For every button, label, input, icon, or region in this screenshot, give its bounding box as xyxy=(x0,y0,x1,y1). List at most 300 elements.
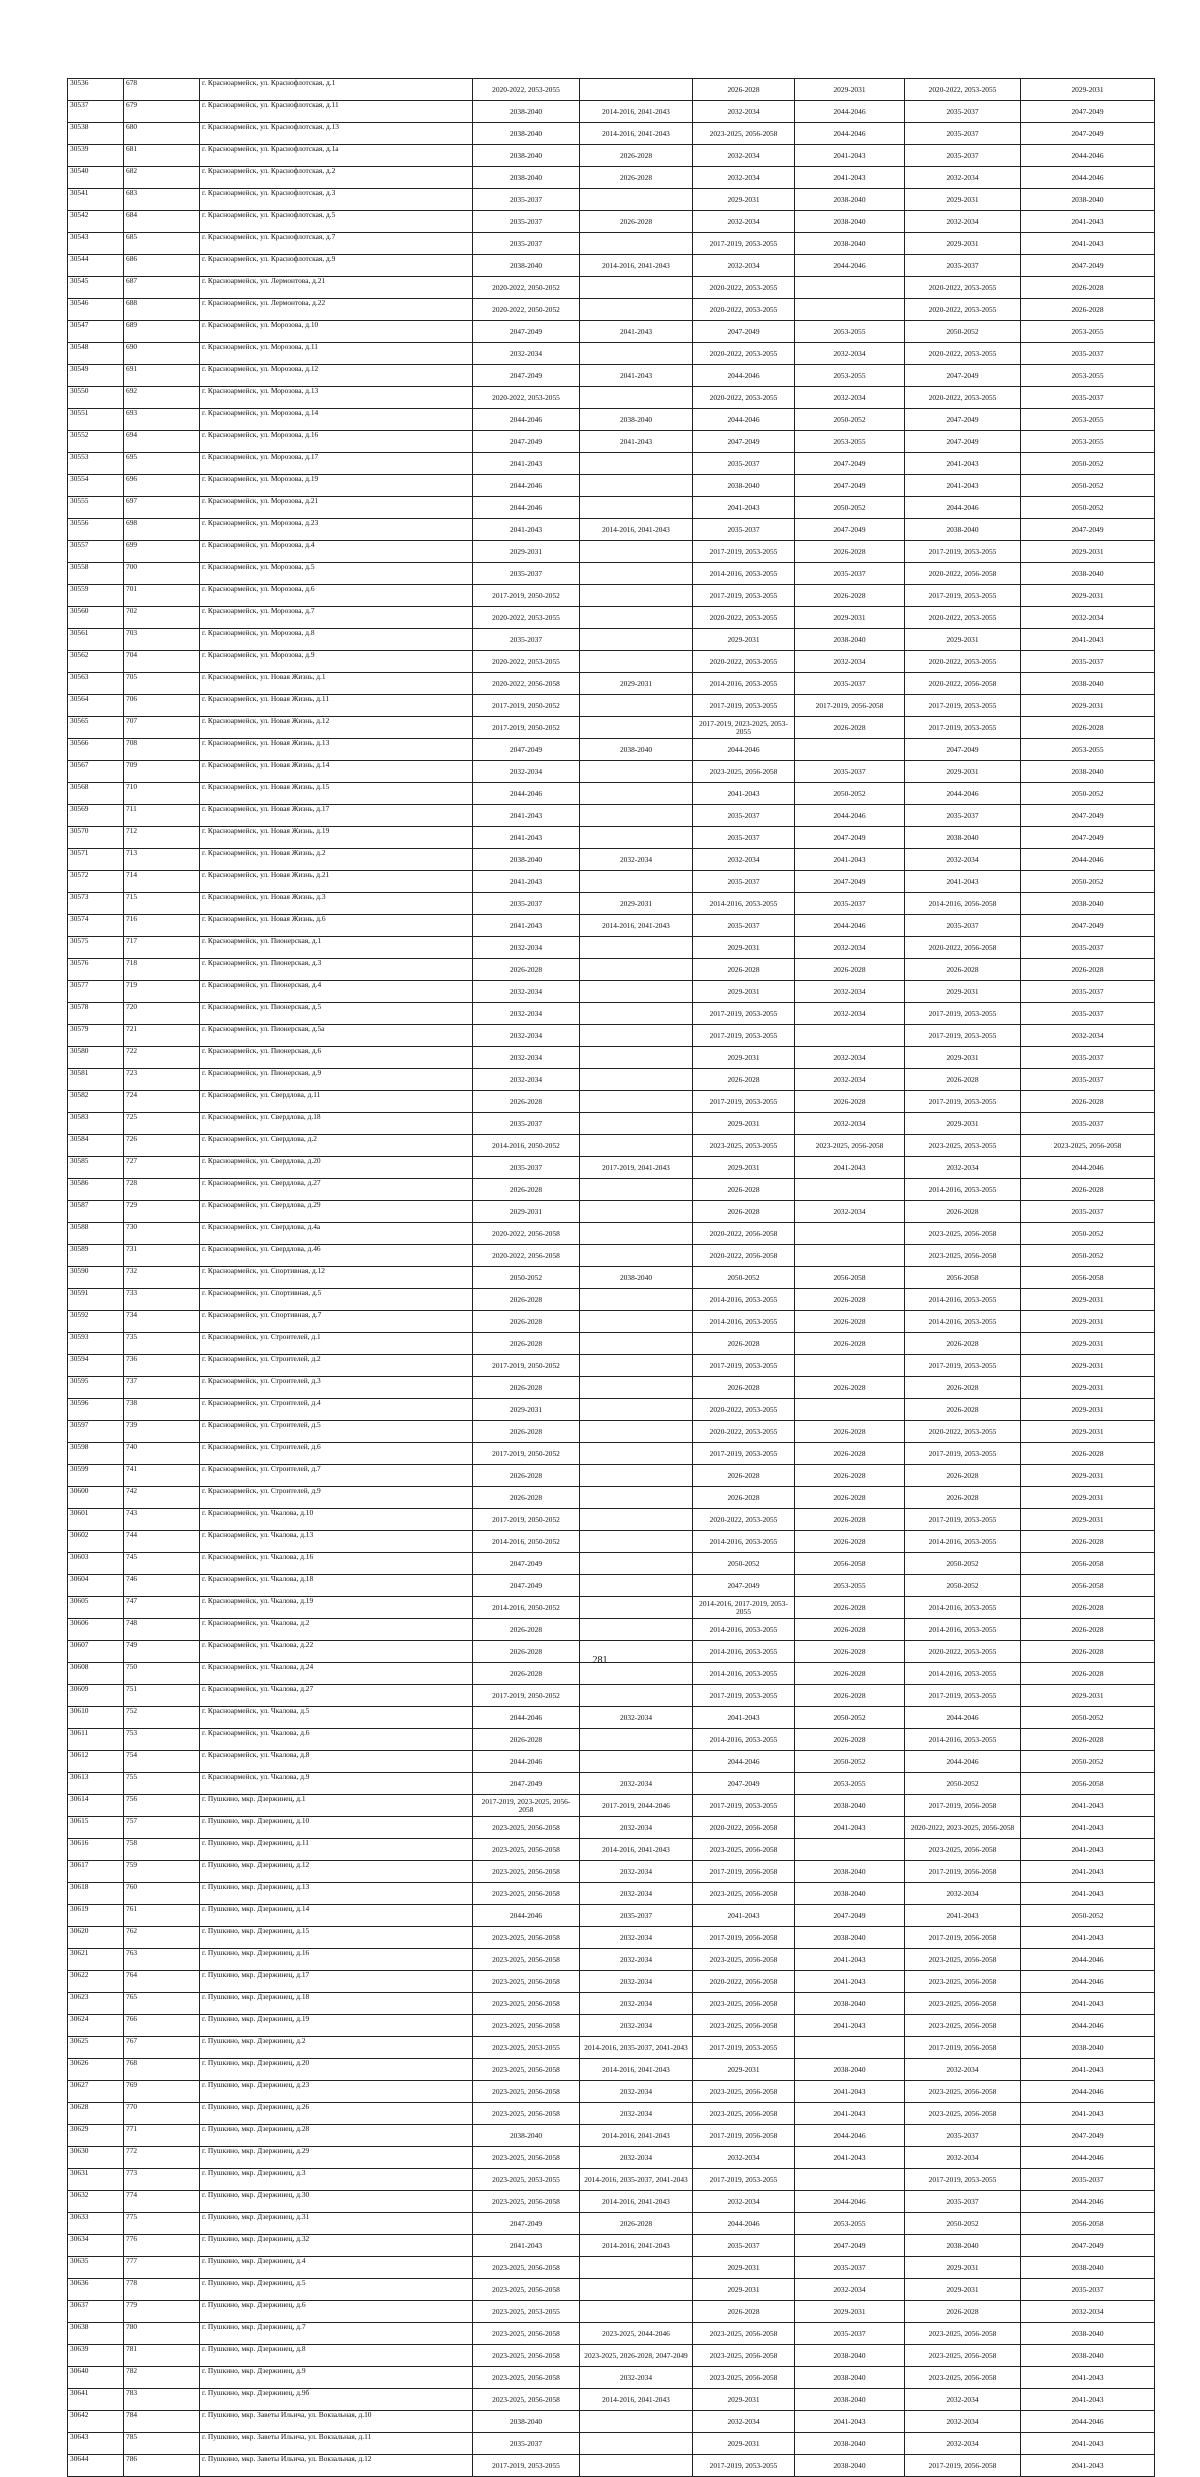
table-row xyxy=(68,167,1155,189)
period-cell-6: 2029-2031 xyxy=(1021,1355,1155,1377)
period-cell-2 xyxy=(580,1421,693,1443)
period-cell-3: 2023-2025, 2056-2058 xyxy=(693,1883,795,1905)
address-cell: г. Красноармейск, ул. Свердлова, д.29 xyxy=(200,1201,473,1223)
item-number-cell: 741 xyxy=(124,1465,200,1487)
period-cell-3: 2029-2031 xyxy=(693,1113,795,1135)
row-index-cell: 30548 xyxy=(68,343,124,365)
period-cell-6: 2035-2037 xyxy=(1021,343,1155,365)
item-number-cell: 720 xyxy=(124,1003,200,1025)
item-number-cell: 701 xyxy=(124,585,200,607)
period-cell-6: 2044-2046 xyxy=(1021,145,1155,167)
address-cell: г. Красноармейск, ул. Морозова, д.10 xyxy=(200,321,473,343)
table-row xyxy=(68,1773,1155,1795)
period-cell-4: 2038-2040 xyxy=(795,2345,905,2367)
address-cell: г. Красноармейск, ул. Свердлова, д.20 xyxy=(200,1157,473,1179)
table-row xyxy=(68,1047,1155,1069)
period-cell-4: 2041-2043 xyxy=(795,849,905,871)
period-cell-6: 2050-2052 xyxy=(1021,475,1155,497)
period-cell-2 xyxy=(580,1245,693,1267)
table-row xyxy=(68,409,1155,431)
period-cell-1: 2020-2022, 2050-2052 xyxy=(473,277,580,299)
row-index-cell: 30573 xyxy=(68,893,124,915)
period-cell-4: 2017-2019, 2056-2058 xyxy=(795,695,905,717)
address-cell: г. Пушкино, мкр. Дзержинец, д.9 xyxy=(200,2367,473,2389)
item-number-cell: 765 xyxy=(124,1993,200,2015)
period-cell-6: 2029-2031 xyxy=(1021,1311,1155,1333)
item-number-cell: 747 xyxy=(124,1597,200,1619)
period-cell-4: 2041-2043 xyxy=(795,145,905,167)
period-cell-2 xyxy=(580,1619,693,1641)
address-cell: г. Пушкино, мкр. Дзержинец, д.15 xyxy=(200,1927,473,1949)
row-index-cell: 30575 xyxy=(68,937,124,959)
period-cell-2 xyxy=(580,1113,693,1135)
row-index-cell: 30587 xyxy=(68,1201,124,1223)
address-cell: г. Красноармейск, ул. Чкалова, д.27 xyxy=(200,1685,473,1707)
period-cell-1: 2017-2019, 2050-2052 xyxy=(473,717,580,739)
period-cell-5: 2014-2016, 2053-2055 xyxy=(905,1729,1021,1751)
row-index-cell: 30588 xyxy=(68,1223,124,1245)
period-cell-5: 2023-2025, 2056-2058 xyxy=(905,1993,1021,2015)
period-cell-4: 2038-2040 xyxy=(795,189,905,211)
period-cell-5: 2023-2025, 2056-2058 xyxy=(905,1839,1021,1861)
period-cell-1: 2023-2025, 2056-2058 xyxy=(473,2103,580,2125)
period-cell-4 xyxy=(795,299,905,321)
period-cell-4: 2032-2034 xyxy=(795,387,905,409)
period-cell-5: 2017-2019, 2053-2055 xyxy=(905,1355,1021,1377)
period-cell-2 xyxy=(580,2279,693,2301)
row-index-cell: 30639 xyxy=(68,2345,124,2367)
period-cell-3: 2017-2019, 2053-2055 xyxy=(693,1685,795,1707)
period-cell-4: 2035-2037 xyxy=(795,2323,905,2345)
table-row xyxy=(68,1377,1155,1399)
table-row xyxy=(68,2015,1155,2037)
row-index-cell: 30615 xyxy=(68,1817,124,1839)
row-index-cell: 30577 xyxy=(68,981,124,1003)
item-number-cell: 739 xyxy=(124,1421,200,1443)
period-cell-4: 2035-2037 xyxy=(795,893,905,915)
period-cell-2 xyxy=(580,453,693,475)
address-cell: г. Красноармейск, ул. Пионерская, д.9 xyxy=(200,1069,473,1091)
item-number-cell: 679 xyxy=(124,101,200,123)
address-cell: г. Пушкино, мкр. Дзержинец, д.17 xyxy=(200,1971,473,1993)
period-cell-2 xyxy=(580,1751,693,1773)
table-row xyxy=(68,1135,1155,1157)
period-cell-1: 2038-2040 xyxy=(473,145,580,167)
table-row xyxy=(68,1443,1155,1465)
period-cell-4: 2047-2049 xyxy=(795,2235,905,2257)
row-index-cell: 30537 xyxy=(68,101,124,123)
address-cell: г. Пушкино, мкр. Заветы Ильича, ул. Вокзальная, д.12 xyxy=(200,2455,473,2477)
table-row xyxy=(68,2213,1155,2235)
address-cell: г. Красноармейск, ул. Пионерская, д.6 xyxy=(200,1047,473,1069)
period-cell-1: 2035-2037 xyxy=(473,563,580,585)
period-cell-3: 2017-2019, 2056-2058 xyxy=(693,2125,795,2147)
period-cell-5: 2032-2034 xyxy=(905,2059,1021,2081)
period-cell-2: 2032-2034 xyxy=(580,1817,693,1839)
period-cell-5: 2026-2028 xyxy=(905,1399,1021,1421)
item-number-cell: 715 xyxy=(124,893,200,915)
address-cell: г. Красноармейск, ул. Чкалова, д.16 xyxy=(200,1553,473,1575)
item-number-cell: 691 xyxy=(124,365,200,387)
address-cell: г. Красноармейск, ул. Краснофлотская, д.1 xyxy=(200,79,473,101)
period-cell-3: 2026-2028 xyxy=(693,1069,795,1091)
period-cell-6: 2029-2031 xyxy=(1021,585,1155,607)
item-number-cell: 680 xyxy=(124,123,200,145)
table-row xyxy=(68,1355,1155,1377)
period-cell-2 xyxy=(580,1377,693,1399)
period-cell-6: 2023-2025, 2056-2058 xyxy=(1021,1135,1155,1157)
period-cell-5: 2020-2022, 2053-2055 xyxy=(905,299,1021,321)
period-cell-3: 2017-2019, 2053-2055 xyxy=(693,1795,795,1817)
period-cell-5: 2047-2049 xyxy=(905,739,1021,761)
table-row xyxy=(68,2147,1155,2169)
period-cell-6: 2050-2052 xyxy=(1021,1707,1155,1729)
row-index-cell: 30541 xyxy=(68,189,124,211)
item-number-cell: 755 xyxy=(124,1773,200,1795)
period-cell-4: 2026-2028 xyxy=(795,1443,905,1465)
period-cell-4: 2041-2043 xyxy=(795,1949,905,1971)
row-index-cell: 30620 xyxy=(68,1927,124,1949)
period-cell-6: 2053-2055 xyxy=(1021,365,1155,387)
period-cell-6: 2044-2046 xyxy=(1021,2015,1155,2037)
item-number-cell: 688 xyxy=(124,299,200,321)
period-cell-4: 2029-2031 xyxy=(795,2301,905,2323)
period-cell-6: 2035-2037 xyxy=(1021,1113,1155,1135)
address-cell: г. Красноармейск, ул. Морозова, д.8 xyxy=(200,629,473,651)
address-cell: г. Красноармейск, ул. Морозова, д.19 xyxy=(200,475,473,497)
period-cell-1: 2044-2046 xyxy=(473,475,580,497)
period-cell-3: 2044-2046 xyxy=(693,2213,795,2235)
period-cell-5: 2029-2031 xyxy=(905,981,1021,1003)
period-cell-4: 2038-2040 xyxy=(795,233,905,255)
period-cell-5: 2017-2019, 2056-2058 xyxy=(905,1795,1021,1817)
address-cell: г. Пушкино, мкр. Дзержинец, д.8 xyxy=(200,2345,473,2367)
period-cell-5: 2041-2043 xyxy=(905,1905,1021,1927)
period-cell-3: 2017-2019, 2023-2025, 2053-2055 xyxy=(693,717,795,739)
period-cell-6: 2047-2049 xyxy=(1021,255,1155,277)
table-row xyxy=(68,915,1155,937)
period-cell-1: 2014-2016, 2050-2052 xyxy=(473,1597,580,1619)
page-number: 281 xyxy=(592,1655,608,1666)
item-number-cell: 746 xyxy=(124,1575,200,1597)
table-row xyxy=(68,101,1155,123)
period-cell-1: 2038-2040 xyxy=(473,101,580,123)
row-index-cell: 30641 xyxy=(68,2389,124,2411)
table-row xyxy=(68,1201,1155,1223)
period-cell-2 xyxy=(580,2257,693,2279)
period-cell-4: 2041-2043 xyxy=(795,2015,905,2037)
period-cell-6: 2044-2046 xyxy=(1021,167,1155,189)
table-row xyxy=(68,2169,1155,2191)
period-cell-2 xyxy=(580,629,693,651)
table-row xyxy=(68,1817,1155,1839)
period-cell-1: 2020-2022, 2056-2058 xyxy=(473,1245,580,1267)
period-cell-6: 2044-2046 xyxy=(1021,849,1155,871)
period-cell-4: 2026-2028 xyxy=(795,541,905,563)
row-index-cell: 30614 xyxy=(68,1795,124,1817)
period-cell-3: 2023-2025, 2056-2058 xyxy=(693,2367,795,2389)
period-cell-1: 2050-2052 xyxy=(473,1267,580,1289)
address-cell: г. Красноармейск, ул. Строителей, д.6 xyxy=(200,1443,473,1465)
row-index-cell: 30636 xyxy=(68,2279,124,2301)
table-row xyxy=(68,805,1155,827)
period-cell-2: 2026-2028 xyxy=(580,211,693,233)
period-cell-6: 2026-2028 xyxy=(1021,1619,1155,1641)
period-cell-6: 2041-2043 xyxy=(1021,211,1155,233)
period-cell-5: 2050-2052 xyxy=(905,1553,1021,1575)
table-row xyxy=(68,893,1155,915)
period-cell-5: 2020-2022, 2053-2055 xyxy=(905,607,1021,629)
period-cell-5: 2023-2025, 2056-2058 xyxy=(905,2103,1021,2125)
period-cell-2: 2023-2025, 2044-2046 xyxy=(580,2323,693,2345)
period-cell-1: 2041-2043 xyxy=(473,805,580,827)
period-cell-5: 2017-2019, 2053-2055 xyxy=(905,585,1021,607)
row-index-cell: 30633 xyxy=(68,2213,124,2235)
address-cell: г. Красноармейск, ул. Чкалова, д.22 xyxy=(200,1641,473,1663)
period-cell-4: 2038-2040 xyxy=(795,2367,905,2389)
period-cell-6: 2041-2043 xyxy=(1021,1861,1155,1883)
period-cell-4: 2047-2049 xyxy=(795,475,905,497)
address-cell: г. Пушкино, мкр. Дзержинец, д.3 xyxy=(200,2169,473,2191)
period-cell-4: 2050-2052 xyxy=(795,1751,905,1773)
period-cell-6: 2047-2049 xyxy=(1021,2235,1155,2257)
table-row xyxy=(68,2389,1155,2411)
period-cell-3: 2023-2025, 2056-2058 xyxy=(693,761,795,783)
period-cell-2: 2026-2028 xyxy=(580,145,693,167)
item-number-cell: 724 xyxy=(124,1091,200,1113)
table-row xyxy=(68,2279,1155,2301)
table-row xyxy=(68,541,1155,563)
address-cell: г. Красноармейск, ул. Пионерская, д.5а xyxy=(200,1025,473,1047)
period-cell-5: 2017-2019, 2053-2055 xyxy=(905,1443,1021,1465)
period-cell-5: 2047-2049 xyxy=(905,409,1021,431)
period-cell-2 xyxy=(580,233,693,255)
item-number-cell: 712 xyxy=(124,827,200,849)
period-cell-4: 2038-2040 xyxy=(795,1795,905,1817)
table-row xyxy=(68,2191,1155,2213)
period-cell-2 xyxy=(580,805,693,827)
period-cell-3: 2032-2034 xyxy=(693,849,795,871)
row-index-cell: 30584 xyxy=(68,1135,124,1157)
period-cell-1: 2035-2037 xyxy=(473,1113,580,1135)
period-cell-3: 2017-2019, 2053-2055 xyxy=(693,1443,795,1465)
period-cell-1: 2023-2025, 2056-2058 xyxy=(473,2257,580,2279)
period-cell-1: 2026-2028 xyxy=(473,959,580,981)
period-cell-6: 2050-2052 xyxy=(1021,497,1155,519)
address-cell: г. Красноармейск, ул. Краснофлотская, д.7 xyxy=(200,233,473,255)
row-index-cell: 30546 xyxy=(68,299,124,321)
period-cell-4: 2035-2037 xyxy=(795,673,905,695)
address-cell: г. Красноармейск, ул. Новая Жизнь, д.12 xyxy=(200,717,473,739)
address-cell: г. Красноармейск, ул. Лермонтова, д.22 xyxy=(200,299,473,321)
period-cell-2: 2014-2016, 2041-2043 xyxy=(580,255,693,277)
address-cell: г. Красноармейск, ул. Лермонтова, д.21 xyxy=(200,277,473,299)
period-cell-6: 2038-2040 xyxy=(1021,673,1155,695)
period-cell-1: 2014-2016, 2050-2052 xyxy=(473,1135,580,1157)
address-cell: г. Красноармейск, ул. Краснофлотская, д.11 xyxy=(200,101,473,123)
period-cell-4: 2038-2040 xyxy=(795,1927,905,1949)
item-number-cell: 696 xyxy=(124,475,200,497)
item-number-cell: 774 xyxy=(124,2191,200,2213)
item-number-cell: 695 xyxy=(124,453,200,475)
period-cell-1: 2023-2025, 2056-2058 xyxy=(473,1971,580,1993)
period-cell-1: 2020-2022, 2056-2058 xyxy=(473,673,580,695)
address-cell: г. Пушкино, мкр. Дзержинец, д.31 xyxy=(200,2213,473,2235)
period-cell-4: 2026-2028 xyxy=(795,1289,905,1311)
address-cell: г. Красноармейск, ул. Чкалова, д.9 xyxy=(200,1773,473,1795)
period-cell-2: 2014-2016, 2035-2037, 2041-2043 xyxy=(580,2037,693,2059)
period-cell-5: 2014-2016, 2053-2055 xyxy=(905,1663,1021,1685)
row-index-cell: 30599 xyxy=(68,1465,124,1487)
period-cell-1: 2035-2037 xyxy=(473,893,580,915)
item-number-cell: 786 xyxy=(124,2455,200,2477)
period-cell-2 xyxy=(580,1443,693,1465)
period-cell-6: 2044-2046 xyxy=(1021,2191,1155,2213)
item-number-cell: 726 xyxy=(124,1135,200,1157)
period-cell-4: 2035-2037 xyxy=(795,563,905,585)
period-cell-4: 2038-2040 xyxy=(795,2455,905,2477)
address-cell: г. Красноармейск, ул. Спортивная, д.12 xyxy=(200,1267,473,1289)
period-cell-4: 2044-2046 xyxy=(795,255,905,277)
period-cell-6: 2041-2043 xyxy=(1021,2103,1155,2125)
period-cell-6: 2044-2046 xyxy=(1021,1971,1155,1993)
period-cell-6: 2041-2043 xyxy=(1021,2389,1155,2411)
period-cell-3: 2032-2034 xyxy=(693,2411,795,2433)
period-cell-6: 2050-2052 xyxy=(1021,783,1155,805)
row-index-cell: 30579 xyxy=(68,1025,124,1047)
period-cell-6: 2050-2052 xyxy=(1021,453,1155,475)
row-index-cell: 30623 xyxy=(68,1993,124,2015)
period-cell-4: 2056-2058 xyxy=(795,1267,905,1289)
table-row xyxy=(68,255,1155,277)
period-cell-3: 2047-2049 xyxy=(693,431,795,453)
period-cell-3: 2032-2034 xyxy=(693,255,795,277)
row-index-cell: 30558 xyxy=(68,563,124,585)
period-cell-3: 2026-2028 xyxy=(693,2301,795,2323)
period-cell-4: 2038-2040 xyxy=(795,1861,905,1883)
period-cell-4: 2029-2031 xyxy=(795,79,905,101)
period-cell-5: 2014-2016, 2053-2055 xyxy=(905,1619,1021,1641)
table-row xyxy=(68,607,1155,629)
period-cell-1: 2023-2025, 2056-2058 xyxy=(473,2147,580,2169)
period-cell-5: 2029-2031 xyxy=(905,1113,1021,1135)
row-index-cell: 30643 xyxy=(68,2433,124,2455)
address-cell: г. Пушкино, мкр. Дзержинец, д.2 xyxy=(200,2037,473,2059)
period-cell-3: 2014-2016, 2053-2055 xyxy=(693,1531,795,1553)
period-cell-6: 2026-2028 xyxy=(1021,1179,1155,1201)
period-cell-4: 2047-2049 xyxy=(795,519,905,541)
table-row xyxy=(68,2455,1155,2477)
row-index-cell: 30618 xyxy=(68,1883,124,1905)
address-cell: г. Пушкино, мкр. Дзержинец, д.16 xyxy=(200,1949,473,1971)
item-number-cell: 740 xyxy=(124,1443,200,1465)
period-cell-5: 2029-2031 xyxy=(905,2257,1021,2279)
period-cell-2 xyxy=(580,1201,693,1223)
period-cell-5: 2032-2034 xyxy=(905,2389,1021,2411)
period-cell-6: 2035-2037 xyxy=(1021,1201,1155,1223)
period-cell-4 xyxy=(795,277,905,299)
period-cell-6: 2035-2037 xyxy=(1021,1003,1155,1025)
period-cell-1: 2026-2028 xyxy=(473,1465,580,1487)
period-cell-3: 2014-2016, 2053-2055 xyxy=(693,673,795,695)
item-number-cell: 721 xyxy=(124,1025,200,1047)
period-cell-6: 2041-2043 xyxy=(1021,2433,1155,2455)
period-cell-1: 2026-2028 xyxy=(473,1289,580,1311)
period-cell-4 xyxy=(795,1179,905,1201)
period-cell-2 xyxy=(580,607,693,629)
period-cell-5: 2017-2019, 2053-2055 xyxy=(905,2169,1021,2191)
row-index-cell: 30616 xyxy=(68,1839,124,1861)
address-cell: г. Красноармейск, ул. Новая Жизнь, д.14 xyxy=(200,761,473,783)
address-cell: г. Красноармейск, ул. Краснофлотская, д.5 xyxy=(200,211,473,233)
period-cell-6: 2026-2028 xyxy=(1021,277,1155,299)
item-number-cell: 719 xyxy=(124,981,200,1003)
period-cell-3: 2017-2019, 2053-2055 xyxy=(693,2037,795,2059)
period-cell-2 xyxy=(580,827,693,849)
period-cell-1: 2017-2019, 2050-2052 xyxy=(473,695,580,717)
row-index-cell: 30554 xyxy=(68,475,124,497)
address-cell: г. Красноармейск, ул. Строителей, д.5 xyxy=(200,1421,473,1443)
table-row xyxy=(68,497,1155,519)
period-cell-4: 2047-2049 xyxy=(795,871,905,893)
period-cell-2 xyxy=(580,761,693,783)
period-cell-2: 2032-2034 xyxy=(580,2367,693,2389)
period-cell-5: 2044-2046 xyxy=(905,783,1021,805)
period-cell-3: 2029-2031 xyxy=(693,1157,795,1179)
period-cell-2 xyxy=(580,299,693,321)
period-cell-3: 2017-2019, 2056-2058 xyxy=(693,1861,795,1883)
address-cell: г. Красноармейск, ул. Строителей, д.3 xyxy=(200,1377,473,1399)
period-cell-3: 2017-2019, 2053-2055 xyxy=(693,585,795,607)
item-number-cell: 682 xyxy=(124,167,200,189)
period-cell-6: 2029-2031 xyxy=(1021,1487,1155,1509)
period-cell-6: 2029-2031 xyxy=(1021,79,1155,101)
period-cell-6: 2035-2037 xyxy=(1021,387,1155,409)
item-number-cell: 743 xyxy=(124,1509,200,1531)
period-cell-6: 2035-2037 xyxy=(1021,2279,1155,2301)
period-cell-5: 2014-2016, 2053-2055 xyxy=(905,1597,1021,1619)
period-cell-2: 2014-2016, 2041-2043 xyxy=(580,123,693,145)
item-number-cell: 763 xyxy=(124,1949,200,1971)
row-index-cell: 30557 xyxy=(68,541,124,563)
address-cell: г. Пушкино, мкр. Дзержинец, д.11 xyxy=(200,1839,473,1861)
row-index-cell: 30601 xyxy=(68,1509,124,1531)
period-cell-2 xyxy=(580,563,693,585)
period-cell-4: 2032-2034 xyxy=(795,1069,905,1091)
period-cell-2 xyxy=(580,2411,693,2433)
period-cell-6: 2047-2049 xyxy=(1021,101,1155,123)
period-cell-5: 2035-2037 xyxy=(905,915,1021,937)
row-index-cell: 30547 xyxy=(68,321,124,343)
period-cell-6: 2041-2043 xyxy=(1021,2367,1155,2389)
address-cell: г. Красноармейск, ул. Пионерская, д.5 xyxy=(200,1003,473,1025)
row-index-cell: 30593 xyxy=(68,1333,124,1355)
address-cell: г. Пушкино, мкр. Дзержинец, д.6 xyxy=(200,2301,473,2323)
table-row xyxy=(68,2345,1155,2367)
period-cell-6: 2047-2049 xyxy=(1021,2125,1155,2147)
period-cell-3: 2014-2016, 2053-2055 xyxy=(693,1663,795,1685)
row-index-cell: 30627 xyxy=(68,2081,124,2103)
period-cell-4: 2041-2043 xyxy=(795,2081,905,2103)
period-cell-5: 2044-2046 xyxy=(905,1751,1021,1773)
period-cell-2 xyxy=(580,1465,693,1487)
address-cell: г. Пушкино, мкр. Дзержинец, д.19 xyxy=(200,2015,473,2037)
table-row xyxy=(68,1025,1155,1047)
item-number-cell: 709 xyxy=(124,761,200,783)
period-cell-2: 2032-2034 xyxy=(580,1883,693,1905)
period-cell-4: 2044-2046 xyxy=(795,805,905,827)
period-cell-1: 2041-2043 xyxy=(473,871,580,893)
